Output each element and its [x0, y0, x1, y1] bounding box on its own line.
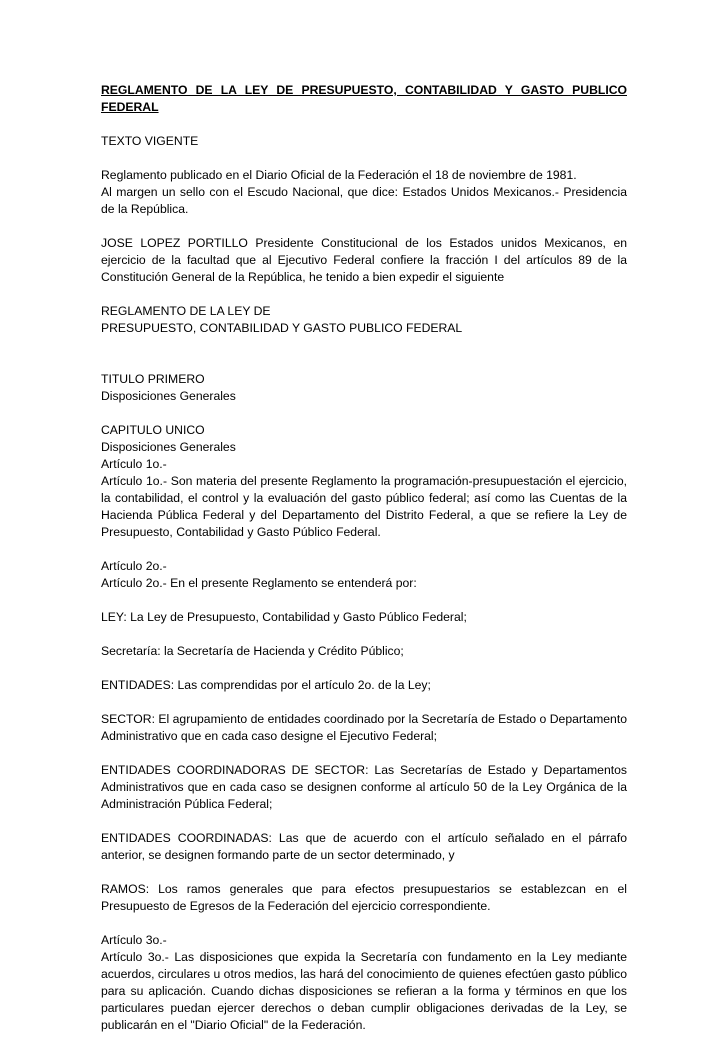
definition-sector: SECTOR: El agrupamiento de entidades coordinado por la Secretaría de Estado o Departamento Administrativo que en cada caso designe el Ejecutivo Federal;: [101, 712, 627, 743]
definition-entidades-coordinadas: ENTIDADES COORDINADAS: Las que de acuerdo con el artículo señalado en el párrafo anterior, se designen formando parte de un sector determinado, y: [101, 831, 627, 862]
capitulo-unico: [101, 422, 627, 473]
preamble: JOSE LOPEZ PORTILLO Presidente Constitucional de los Estados unidos Mexicanos, en ejercicio de la facultad que al Ejecutivo Federal confiere la fracción I del artículos 89 de la Constitución General de la República, he tenido a bien expedir el siguiente: [101, 236, 627, 284]
document-title: REGLAMENTO DE LA LEY DE PRESUPUESTO, CONTABILIDAD Y GASTO PUBLICO FEDERAL: [101, 83, 627, 114]
articulo-1-label: Artículo 1o.-: [101, 457, 167, 471]
publication-line-2: Al margen un sello con el Escudo Nacional, que dice: Estados Unidos Mexicanos.- Presidencia de la República.: [101, 185, 627, 216]
definition-ramos: RAMOS: Los ramos generales que para efectos presupuestarios se establezcan en el Presupuesto de Egresos de la Federación del ejercicio correspondiente.: [101, 882, 627, 913]
regulation-heading-line-2: PRESUPUESTO, CONTABILIDAD Y GASTO PUBLICO FEDERAL: [101, 321, 463, 335]
articulo-3-text: Artículo 3o.- Las disposiciones que expida la Secretaría con fundamento en la Ley mediante acuerdos, circulares u otros medios, las hará del conocimiento de quienes efectúen gasto público para su aplicación. Cuando dichas disposiciones se refieran a la forma y términos en que los particulares puedan ejercer derechos o deban cumplir obligaciones derivadas de la Ley, se publicarán en el "Diario Oficial" de la Federación.: [101, 950, 627, 1032]
definition-ley: LEY: La Ley de Presupuesto, Contabilidad y Gasto Público Federal;: [101, 610, 467, 624]
document-status: TEXTO VIGENTE: [101, 134, 199, 148]
definition-entidades-coordinadoras: ENTIDADES COORDINADORAS DE SECTOR: Las Secretarías de Estado y Departamentos Administrativos que en cada caso se designen conforme al artículo 50 de la Ley Orgánica de la Administración Pública Federal;: [101, 763, 627, 811]
publication-note: [101, 167, 627, 218]
definition-entidades: ENTIDADES: Las comprendidas por el artículo 2o. de la Ley;: [101, 678, 431, 692]
regulation-heading: [101, 303, 627, 337]
articulo-1-text: Artículo 1o.- Son materia del presente Reglamento la programación-presupuestación el ejercicio, la contabilidad, el control y la evaluación del gasto público federal; así como las Cuentas de la Hacienda Pública Federal y del Departamento del Distrito Federal, a que se refiere la Ley de Presupuesto, Contabilidad y Gasto Público Federal.: [101, 474, 627, 539]
capitulo-name: Disposiciones Generales: [101, 440, 236, 454]
regulation-heading-line-1: REGLAMENTO DE LA LEY DE: [101, 304, 271, 318]
definition-secretaria: Secretaría: la Secretaría de Hacienda y Crédito Público;: [101, 644, 404, 658]
titulo-name: Disposiciones Generales: [101, 389, 236, 403]
articulo-2-text: Artículo 2o.- En el presente Reglamento se entenderá por:: [101, 576, 417, 590]
capitulo-label: CAPITULO UNICO: [101, 423, 205, 437]
publication-line-1: Reglamento publicado en el Diario Oficial de la Federación el 18 de noviembre de 1981.: [101, 168, 577, 182]
titulo-label: TITULO PRIMERO: [101, 372, 205, 386]
articulo-2-label: Artículo 2o.-: [101, 559, 167, 573]
document-page: [101, 82, 627, 1051]
articulo-3-label: Artículo 3o.-: [101, 933, 167, 947]
titulo-primero: [101, 371, 627, 405]
